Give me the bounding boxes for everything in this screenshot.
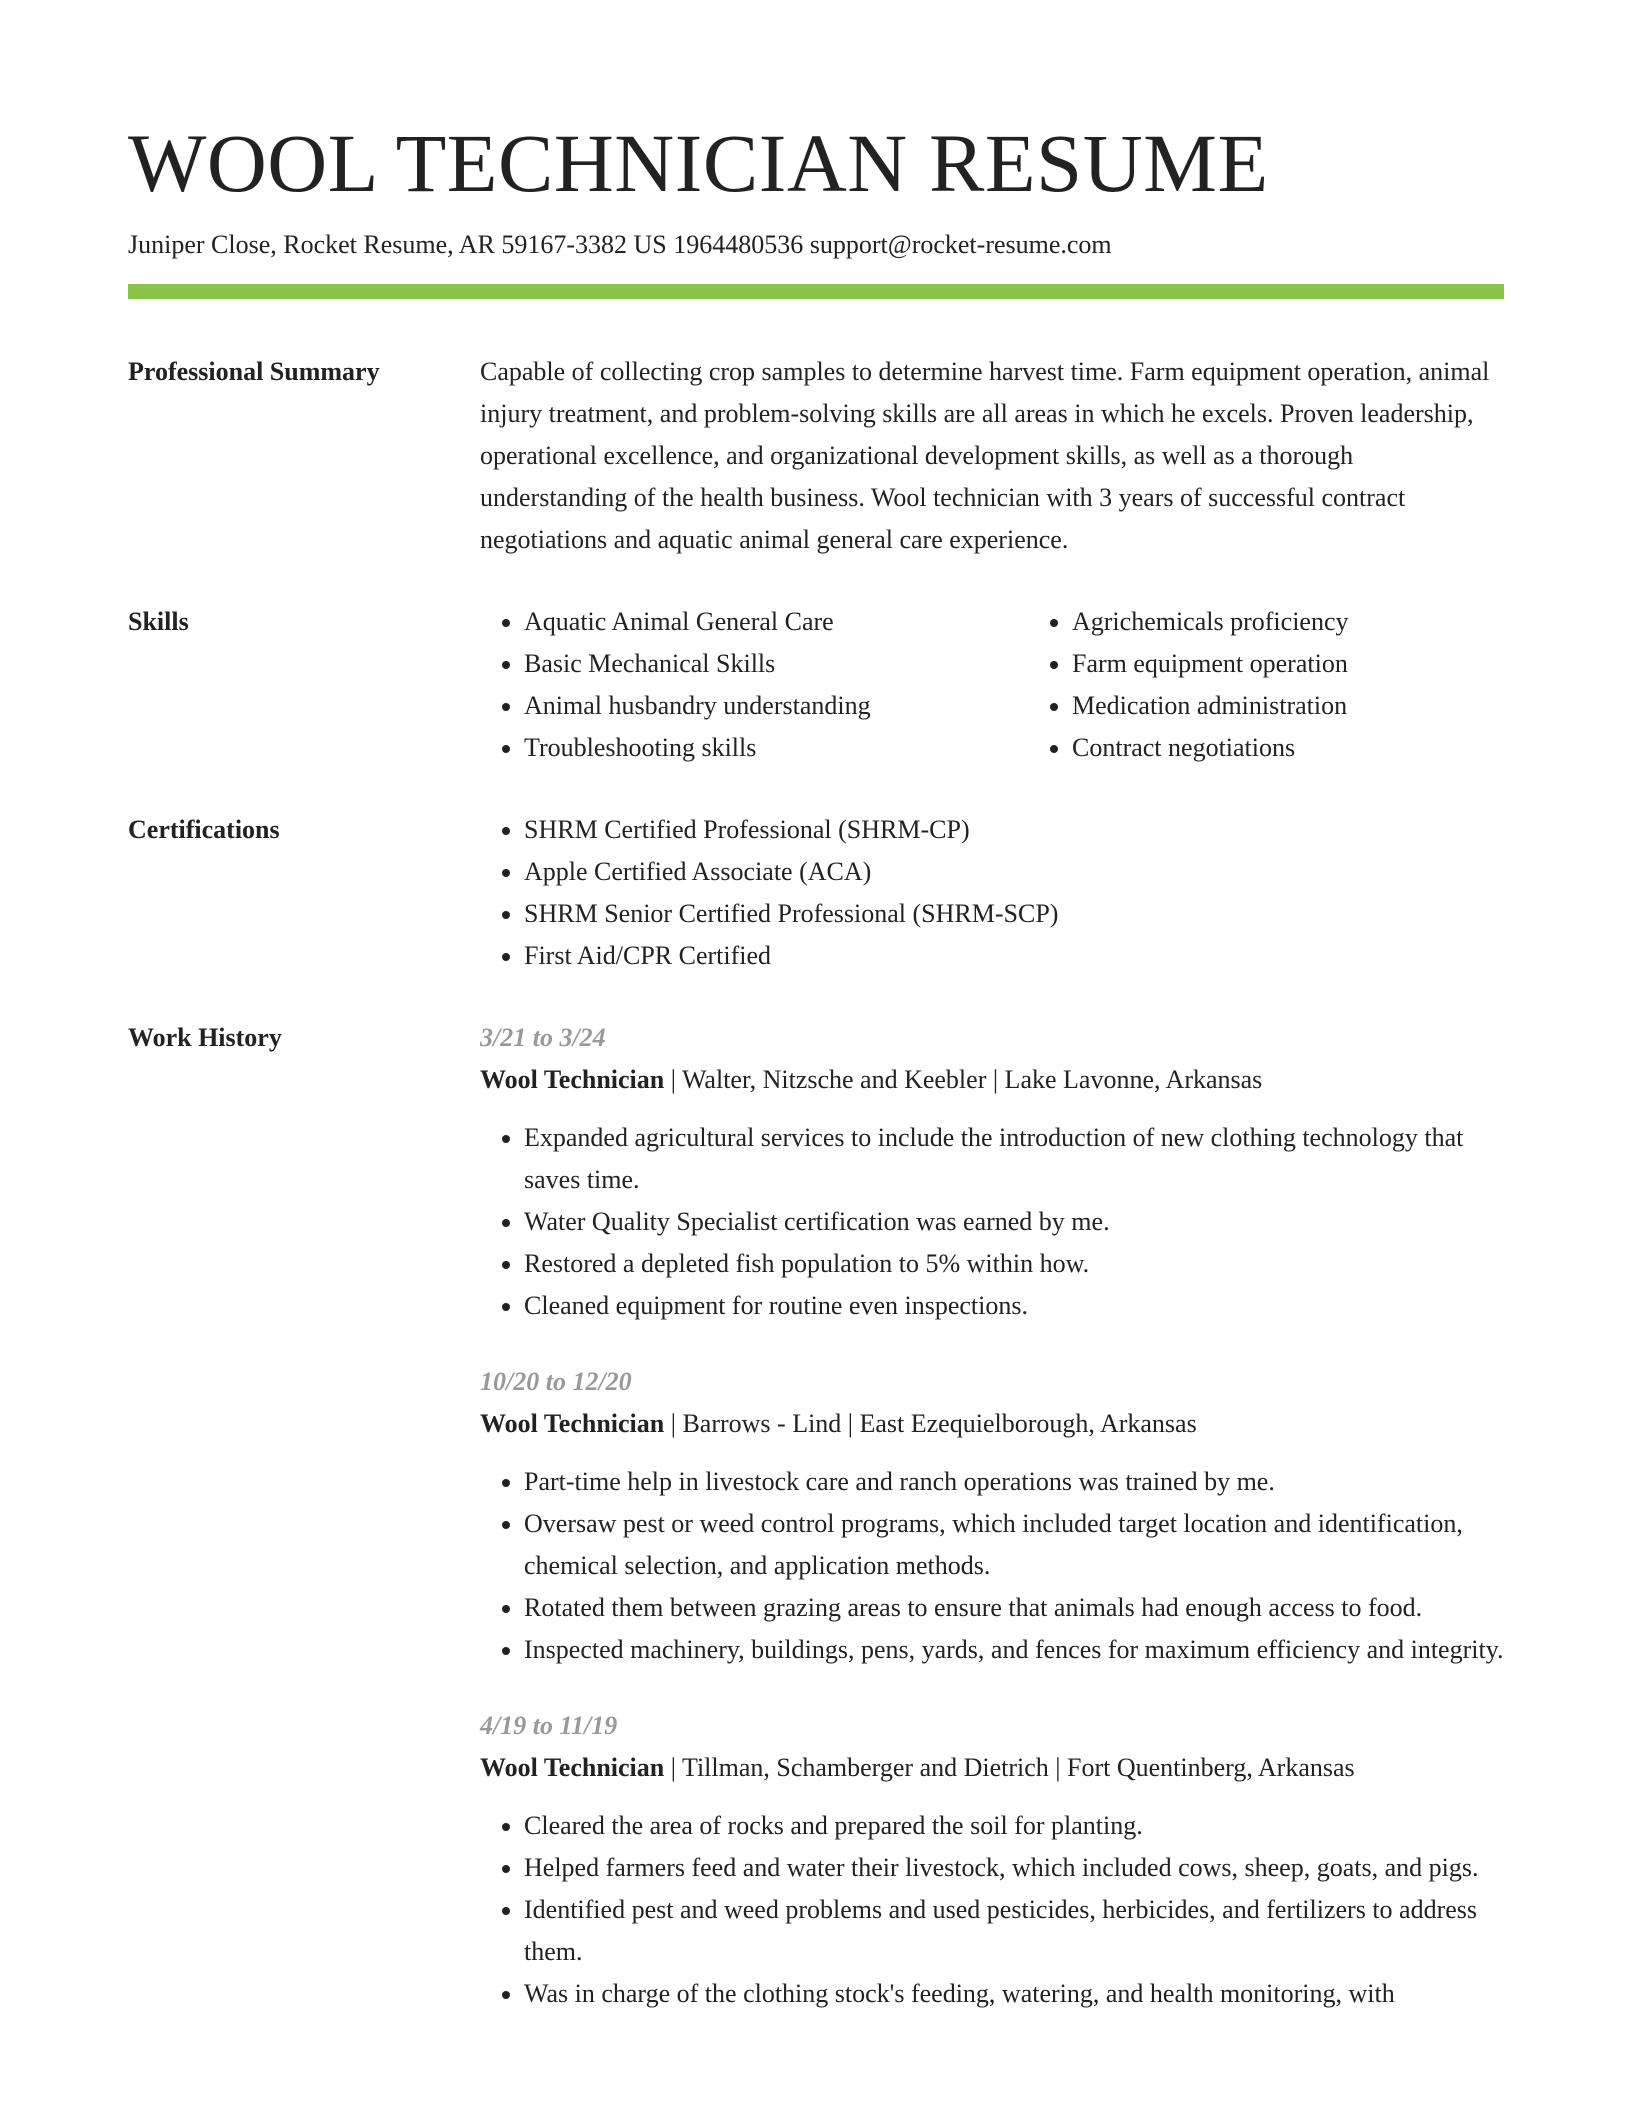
certification-item: • First Aid/CPR Certified — [524, 935, 1504, 977]
job-bullet: • Rotated them between grazing areas to ensure that animals had enough access to food. — [524, 1587, 1504, 1629]
certifications-list — [480, 809, 1504, 977]
job-bullet: • Cleared the area of rocks and prepared the soil for planting. — [524, 1805, 1504, 1847]
certifications-section — [128, 809, 1504, 977]
skill-item: • Farm equipment operation — [1072, 643, 1349, 685]
skill-item: • Medication administration — [1072, 685, 1349, 727]
skill-item: • Animal husbandry understanding — [524, 685, 1028, 727]
certification-item: • Apple Certified Associate (ACA) — [524, 851, 1504, 893]
job-bullet: • Part-time help in livestock care and ranch operations was trained by me. — [524, 1461, 1504, 1503]
job-details: | Tillman, Schamberger and Dietrich | Fort Quentinberg, Arkansas — [664, 1753, 1355, 1783]
job-dates: 4/19 to 11/19 — [480, 1711, 618, 1741]
job-bullet: • Restored a depleted fish population to 5% within how. — [524, 1243, 1504, 1285]
contact-line: Juniper Close, Rocket Resume, AR 59167-3382 US 1964480536 support@rocket-resume.com — [128, 230, 1112, 260]
job-entry — [480, 1705, 1504, 2015]
skill-item: • Contract negotiations — [1072, 727, 1349, 769]
job-bullets — [480, 1805, 1504, 2015]
summary-text: Capable of collecting crop samples to determine harvest time. Farm equipment operation, animal injury treatment, and problem-solving skills are all areas in which he excels. Proven leadership, operational excellence, and organizational development skills, as well as a thorough understanding of the health business. Wool technician with 3 years of successful contract negotiations and aquatic animal general care experience. — [480, 357, 1490, 555]
certification-item: • SHRM Senior Certified Professional (SHRM-SCP) — [524, 893, 1504, 935]
job-bullets — [480, 1461, 1504, 1671]
job-bullet: • Inspected machinery, buildings, pens, yards, and fences for maximum efficiency and integrity. — [524, 1629, 1504, 1671]
job-dates: 3/21 to 3/24 — [480, 1023, 606, 1053]
job-bullet: • Identified pest and weed problems and used pesticides, herbicides, and fertilizers to address them. — [524, 1889, 1504, 1973]
work-history-section — [128, 1017, 1504, 2049]
job-bullet: • Cleaned equipment for routine even inspections. — [524, 1285, 1504, 1327]
job-heading — [480, 1403, 1504, 1445]
skill-item: • Agrichemicals proficiency — [1072, 601, 1349, 643]
skill-item: • Basic Mechanical Skills — [524, 643, 1028, 685]
job-bullet: • Water Quality Specialist certification was earned by me. — [524, 1201, 1504, 1243]
skill-item: • Troubleshooting skills — [524, 727, 1028, 769]
skills-list-right — [1028, 601, 1349, 769]
section-label-work-history: Work History — [128, 1023, 282, 1053]
skill-item: • Aquatic Animal General Care — [524, 601, 1028, 643]
job-details: | Barrows - Lind | East Ezequielborough, Arkansas — [664, 1409, 1197, 1439]
section-label-skills: Skills — [128, 607, 189, 637]
job-entry — [480, 1361, 1504, 1671]
job-bullets — [480, 1117, 1504, 1327]
job-title: Wool Technician — [480, 1753, 665, 1783]
job-bullet: • Expanded agricultural services to include the introduction of new clothing technology that saves time. — [524, 1117, 1504, 1201]
job-title: Wool Technician — [480, 1065, 665, 1095]
job-bullet: • Helped farmers feed and water their livestock, which included cows, sheep, goats, and pigs. — [524, 1847, 1504, 1889]
job-heading — [480, 1747, 1504, 1789]
job-bullet: • Was in charge of the clothing stock's feeding, watering, and health monitoring, with — [524, 1973, 1504, 2015]
resume-title: WOOL TECHNICIAN RESUME — [128, 117, 1269, 209]
certification-item: • SHRM Certified Professional (SHRM-CP) — [524, 809, 1504, 851]
job-bullet: • Oversaw pest or weed control programs, which included target location and identification, chemical selection, and application methods. — [524, 1503, 1504, 1587]
job-details: | Walter, Nitzsche and Keebler | Lake Lavonne, Arkansas — [664, 1065, 1263, 1095]
header-divider — [128, 284, 1504, 299]
summary-section — [128, 351, 1504, 561]
skills-list-left — [480, 601, 1028, 769]
section-label-certifications: Certifications — [128, 815, 280, 845]
job-heading — [480, 1059, 1504, 1101]
job-title: Wool Technician — [480, 1409, 665, 1439]
job-dates: 10/20 to 12/20 — [480, 1367, 632, 1397]
job-entry — [480, 1017, 1504, 1327]
section-label-summary: Professional Summary — [128, 357, 380, 387]
skills-section — [128, 601, 1504, 769]
resume-page — [128, 118, 1504, 2049]
